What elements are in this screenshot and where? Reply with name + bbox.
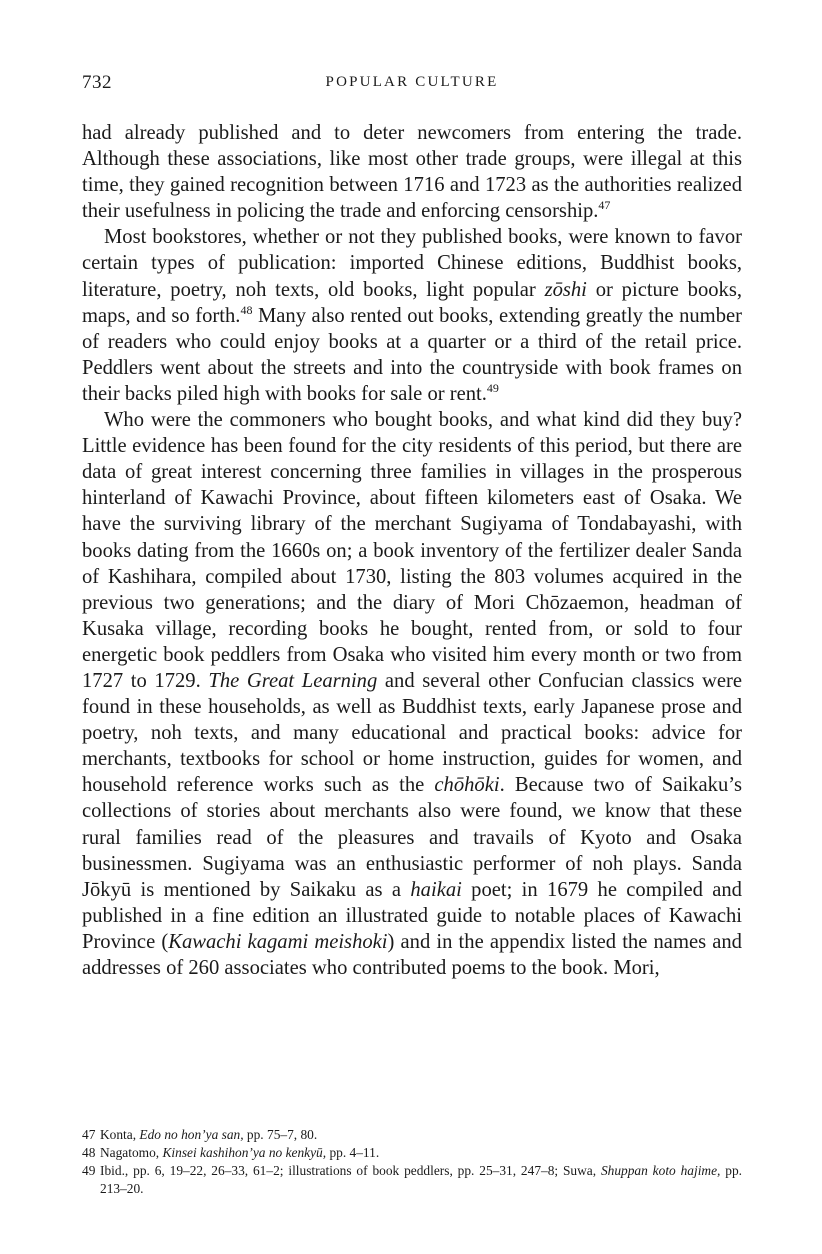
footnote-number: 48 (82, 1145, 96, 1160)
body-text (82, 120, 742, 981)
footnote-title: Kinsei kashihon’ya no kenkyū, (162, 1145, 327, 1160)
footnote-ref-49: 49 (486, 380, 499, 395)
footnote-number: 47 (82, 1127, 96, 1142)
footnote-title: Edo no hon’ya san, (139, 1127, 244, 1142)
paragraph-3 (82, 407, 742, 981)
footnote-47 (82, 1126, 742, 1144)
page-header (82, 72, 742, 100)
footnote-text: Nagatomo, (100, 1145, 163, 1160)
running-head: POPULAR CULTURE (325, 74, 499, 90)
title-kawachi-kagami-meishoki: Kawachi kagami meishoki (168, 930, 388, 953)
footnote-title: Shuppan koto hajime, (600, 1163, 721, 1178)
paragraph-2-text-b: or picture books, maps, and so forth. (82, 278, 742, 327)
paragraph-3-text-d: poet; in 1679 he compiled and published in a fine edition an illustrated guide to notable places of Kawachi Province ( (82, 878, 742, 953)
paragraph-1 (82, 120, 742, 224)
footnote-ref-48: 48 (240, 302, 253, 317)
paragraph-3-text-e: ) and in the appendix listed the names and addresses of 260 associates who contributed poems to the book. Mori, (82, 930, 742, 979)
paragraph-3-text-c: . Because two of Saikaku’s collections of stories about merchants also were found, we know that these rural families read of the pleasures and travails of Kyoto and Osaka businessmen. Sugiyama was an enthusiastic performer of noh plays. Sanda Jōkyū is mentioned by Saikaku as a (82, 774, 742, 901)
footnote-49 (82, 1162, 742, 1198)
footnote-text: Konta, (100, 1127, 140, 1142)
paragraph-3-text-a: Who were the commoners who bought books, and what kind did they buy? Little evidence has been found for the city residents of this period, but there are data of great interest concerning three families in villages in the prosperous hinterland of Kawachi Province, about fifteen kilometers east of Osaka. We have the surviving library of the merchant Sugiyama of Tondabayashi, with books dating from the 1660s on; a book inventory of the fertilizer dealer Sanda of Kashihara, compiled about 1730, listing the 803 volumes acquired in the previous two generations; and the diary of Mori Chōzaemon, headman of Kusaka village, recording books he bought, rented from, or sold to four energetic book peddlers from Osaka who visited him every month or two from 1727 to 1729. (82, 409, 742, 692)
term-zoshi: zōshi (544, 278, 587, 301)
paragraph-2-text-c: Many also rented out books, extending greatly the number of readers who could enjoy books at a quarter or a third of the retail price. Peddlers went about the streets and into the countryside with book frames on their backs piled high with books for sale or rent. (82, 304, 742, 405)
paragraph-2-text-a: Most bookstores, whether or not they published books, were known to favor certain types of publication: imported Chinese editions, Buddhist books, literature, poetry, noh texts, old books, light popular (82, 226, 742, 301)
footnote-48 (82, 1144, 742, 1162)
footnote-text: Ibid., pp. 6, 19–22, 26–33, 61–2; illustrations of book peddlers, pp. 25–31, 247–8; Suwa, (100, 1163, 601, 1178)
paragraph-3-text-b: and several other Confucian classics were found in these households, as well as Buddhist texts, early Japanese prose and poetry, noh texts, and many educational and practical books: advice for merchants, textbooks for school or home instruction, guides for women, and household reference works such as the (82, 669, 742, 797)
footnote-ref-47: 47 (598, 198, 611, 213)
paragraph-1-text: had already published and to deter newcomers from entering the trade. Although these associations, like most other trade groups, were illegal at this time, they gained recognition between 1716 and 1723 as the authorities realized their usefulness in policing the trade and enforcing censorship. (82, 122, 742, 223)
title-great-learning: The Great Learning (208, 669, 378, 692)
footnote-pages: pp. 213–20. (100, 1163, 742, 1196)
page-number: 732 (82, 72, 112, 93)
footnote-pages: pp. 75–7, 80. (243, 1127, 318, 1142)
term-haikai: haikai (410, 878, 462, 901)
paragraph-2 (82, 224, 742, 407)
footnote-pages: pp. 4–11. (326, 1145, 380, 1160)
footnotes (82, 1126, 742, 1198)
footnote-number: 49 (82, 1163, 96, 1178)
term-chohoki: chōhōki (434, 774, 500, 797)
